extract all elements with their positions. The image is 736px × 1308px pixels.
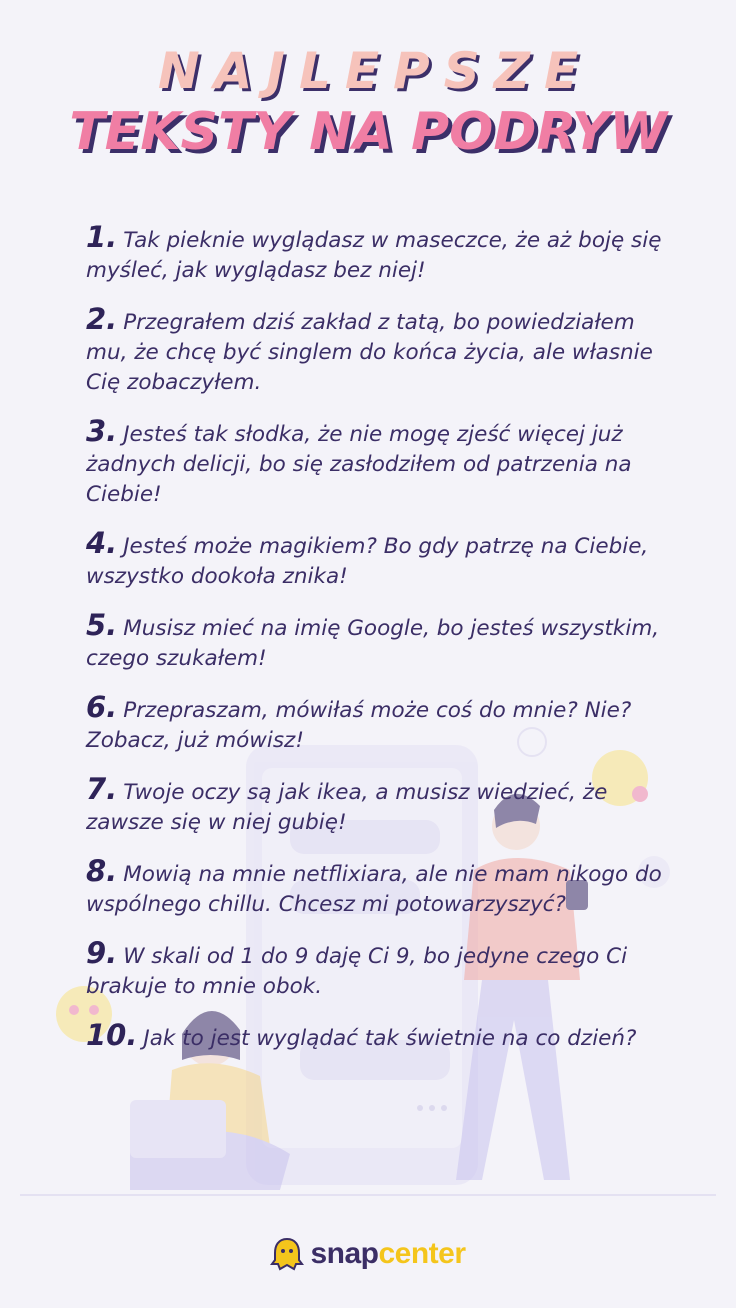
item-number: 9. — [86, 936, 118, 970]
list-item — [86, 222, 676, 286]
item-number: 1. — [86, 220, 118, 254]
header-kicker: NAJLEPSZE — [157, 42, 593, 100]
item-number: 8. — [86, 854, 118, 888]
item-number: 6. — [86, 690, 118, 724]
item-text: Jak to jest wyglądać tak świetnie na co dzień? — [143, 1026, 637, 1051]
brand-name-part1: snap — [310, 1237, 379, 1270]
item-text: W skali od 1 do 9 daję Ci 9, bo jedyne czego Ci brakuje to mnie obok. — [86, 944, 628, 999]
list-item — [86, 1020, 676, 1054]
item-text: Mowią na mnie netflixiara, ale nie mam nikogo do wspólnego chillu. Chcesz mi potowarzyszyć? — [86, 862, 662, 917]
header — [0, 44, 736, 162]
list-item — [86, 692, 676, 756]
item-text: Tak pieknie wyglądasz w maseczce, że aż boję się myśleć, jak wyglądasz bez niej! — [86, 228, 662, 283]
item-number: 2. — [86, 302, 118, 336]
item-number: 4. — [86, 526, 118, 560]
ground-line — [20, 1194, 716, 1196]
pickup-lines-list — [86, 222, 676, 1072]
item-text: Jesteś tak słodka, że nie mogę zjeść więcej już żadnych delicji, bo się zasłodziłem od patrzenia na Ciebie! — [86, 422, 632, 507]
list-item — [86, 610, 676, 674]
snapcenter-logo[interactable] — [270, 1236, 465, 1272]
list-item — [86, 304, 676, 398]
item-number: 5. — [86, 608, 118, 642]
item-number: 10. — [86, 1018, 138, 1052]
list-item — [86, 416, 676, 510]
brand-name — [310, 1237, 465, 1271]
list-item — [86, 774, 676, 838]
item-text: Przepraszam, mówiłaś może coś do mnie? Nie? Zobacz, już mówisz! — [86, 698, 632, 753]
footer — [0, 1236, 736, 1276]
brand-name-part2: center — [378, 1237, 466, 1270]
item-text: Musisz mieć na imię Google, bo jesteś wszystkim, czego szukałem! — [86, 616, 660, 671]
item-text: Twoje oczy są jak ikea, a musisz wiedzieć, że zawsze się w niej gubię! — [86, 780, 608, 835]
page-title: TEKSTY NA PODRYW — [69, 102, 667, 162]
item-number: 7. — [86, 772, 118, 806]
item-text: Jesteś może magikiem? Bo gdy patrzę na Ciebie, wszystko dookoła znika! — [86, 534, 649, 589]
list-item — [86, 938, 676, 1002]
item-number: 3. — [86, 414, 118, 448]
item-text: Przegrałem dziś zakład z tatą, bo powiedziałem mu, że chcę być singlem do końca życia, ale własnie Cię zobaczyłem. — [86, 310, 653, 395]
list-item — [86, 856, 676, 920]
ghost-icon — [270, 1236, 304, 1272]
list-item — [86, 528, 676, 592]
